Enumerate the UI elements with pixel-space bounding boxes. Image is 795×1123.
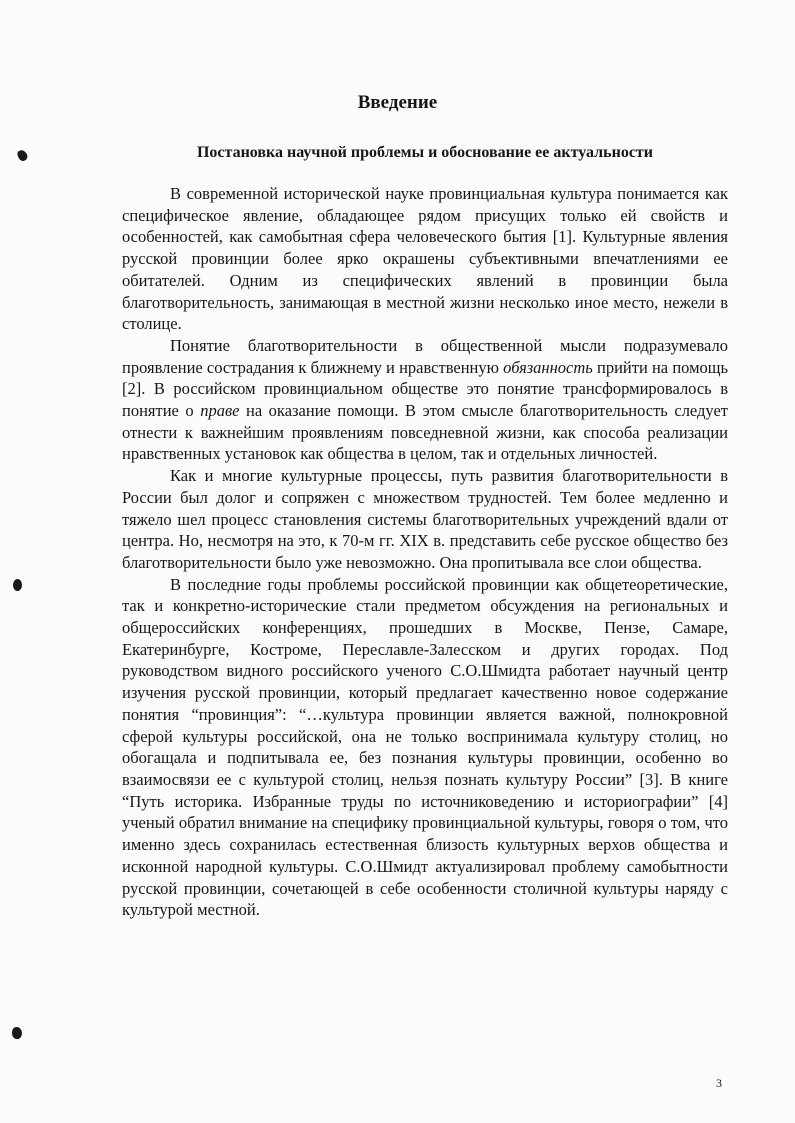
paragraph: [122, 465, 728, 574]
text-run: Понятие благотворительности в общественной мысли подразумевало проявление сострадания к ближнему и нравственную: [122, 335, 728, 377]
paragraph: [122, 335, 728, 465]
text-run: В современной исторической науке провинциальная культура понимается как специфическое явление, обладающее рядом присущих только ей свойств и особенностей, как самобытная сфера человеческого бытия [1]. Культурные явления русской провинции более ярко окрашены субъективными впечатлениями ее обитателей. Одним из специфических явлений в провинции была благотворительность, занимающая в местной жизни несколько иное место, нежели в столице.: [122, 184, 728, 334]
emphasis-text: праве: [200, 401, 240, 421]
paragraph: [122, 183, 728, 335]
text-run: В последние годы проблемы российской провинции как общетеоретические, так и конкретно-исторические стали предметом обсуждения на региональных и общероссийских конференциях, прошедших в Москве, Пензе, Самаре, Екатеринбурге, Костроме, Переславле-Залесском и других городах. Под руководством видного российского ученого С.О.Шмидта работает научный центр изучения русской провинции, который предлагает качественно новое содержание понятия “провинция”: “…культура провинции является важной, полнокровной сферой культуры российской, она не только воспринимала культуру столиц, но обогащала и подпитывала ее, без познания культуры провинции, особенно во взаимосвязи ее с культурой столиц, нельзя познать культуру России” [3]. В книге “Путь историка. Избранные труды по источниковедению и историографии” [4] ученый обратил внимание на специфику провинциальной культуры, говоря о том, что именно здесь сохранилась естественная близость культурных верхов общества и исконной народной культуры. С.О.Шмидт актуализировал проблему самобытности русской провинции, сочетающей в себе особенности столичной культуры наряду с культурой местной.: [122, 574, 728, 920]
binder-hole-mark: [13, 579, 22, 591]
section-heading: Постановка научной проблемы и обоснование ее актуальности: [196, 144, 654, 161]
paragraph: [122, 574, 728, 921]
page-number: 3: [716, 1076, 722, 1090]
ink-blot-mark: [16, 149, 29, 163]
text-run: Как и многие культурные процессы, путь развития благотворительности в России был долог и сопряжен с множеством трудностей. Тем более медленно и тяжело шел процесс становления системы благотворительных учреждений вдали от центра. Но, несмотря на это, к 70-м гг. XIX в. представить себе русское общество без благотворительности было уже невозможно. Она пропитывала все слои общества.: [122, 466, 728, 572]
body-text: [122, 183, 728, 921]
emphasis-text: обязанность: [503, 357, 593, 377]
binder-hole-mark: [12, 1027, 22, 1039]
text-run: на оказание помощи. В этом смысле благотворительность следует отнести к важнейшим проявлениям повседневной жизни, как способа реализации нравственных установок как общества в целом, так и отдельных личностей.: [122, 401, 728, 464]
page-title: Введение: [357, 92, 438, 113]
text-run: прийти на помощь [2]. В российском провинциальном обществе это понятие трансформировалось в понятие о: [122, 357, 729, 421]
